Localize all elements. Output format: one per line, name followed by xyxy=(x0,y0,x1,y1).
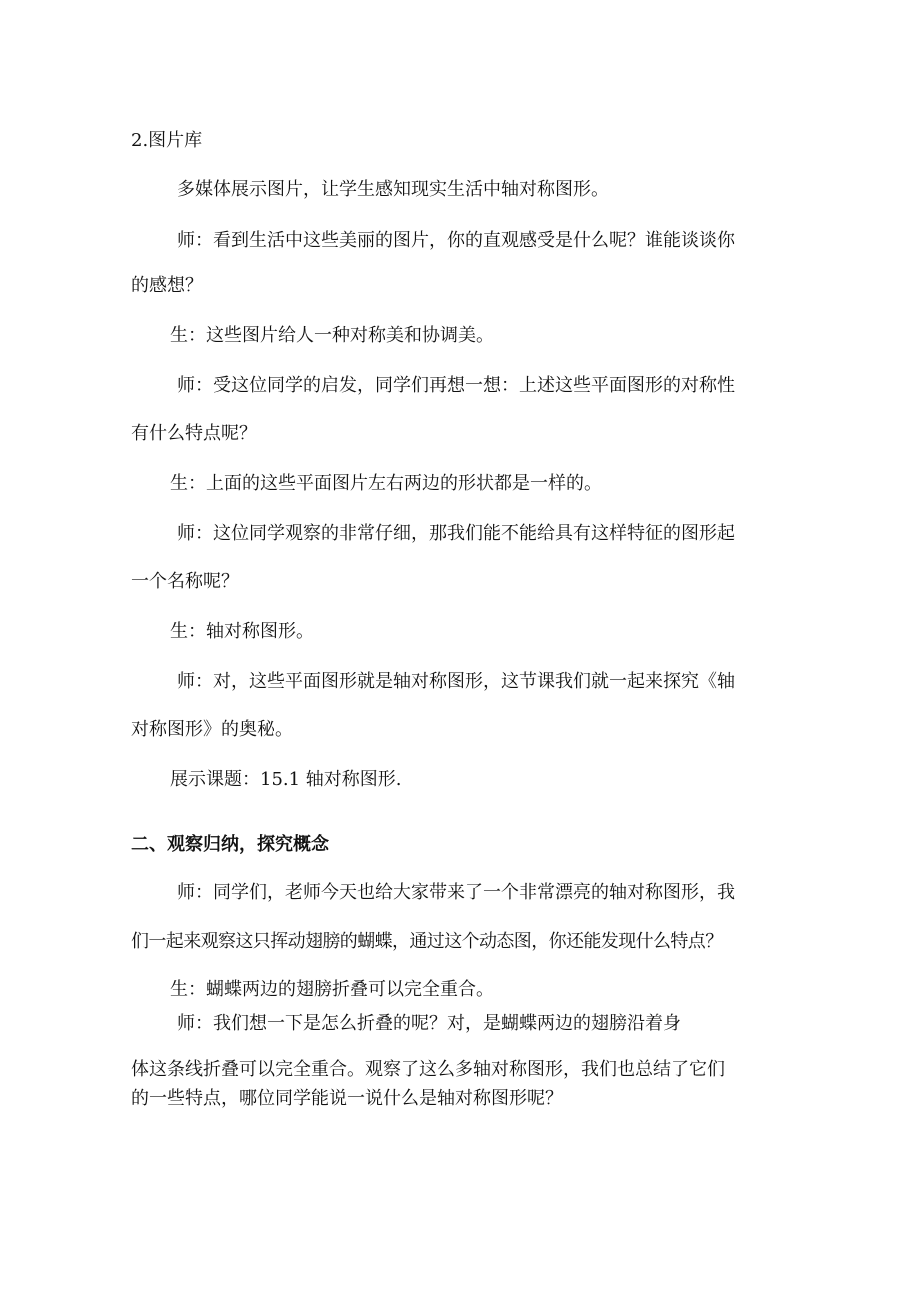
section-heading: 二、观察归纳，探究概念 xyxy=(131,834,329,855)
paragraph-line: 体这条线折叠可以完全重合。观察了这么多轴对称图形，我们也总结了它们 xyxy=(131,1059,725,1080)
paragraph-line: 师：对，这些平面图形就是轴对称图形，这节课我们就一起来探究《轴 xyxy=(177,671,735,692)
paragraph-line: 展示课题：15.1 轴对称图形. xyxy=(170,769,402,790)
paragraph-line: 生：上面的这些平面图片左右两边的形状都是一样的。 xyxy=(170,473,602,494)
paragraph-line: 生：轴对称图形。 xyxy=(170,621,314,642)
paragraph-line: 的一些特点，哪位同学能说一说什么是轴对称图形呢？ xyxy=(131,1088,563,1109)
paragraph-line: 们一起来观察这只挥动翅膀的蝴蝶，通过这个动态图，你还能发现什么特点？ xyxy=(131,931,723,952)
paragraph-line: 对称图形》的奥秘。 xyxy=(131,719,293,740)
paragraph-line: 有什么特点呢？ xyxy=(131,423,257,444)
paragraph-line: 师：受这位同学的启发，同学们再想一想：上述这些平面图形的对称性 xyxy=(177,375,735,396)
paragraph-line: 师：同学们，老师今天也给大家带来了一个非常漂亮的轴对称图形，我 xyxy=(177,882,735,903)
paragraph-line: 师：这位同学观察的非常仔细，那我们能不能给具有这样特征的图形起 xyxy=(177,523,735,544)
section-subheading: 2.图片库 xyxy=(131,130,203,151)
paragraph-line: 师：看到生活中这些美丽的图片，你的直观感受是什么呢？谁能谈谈你 xyxy=(177,230,735,251)
paragraph-line: 生：蝴蝶两边的翅膀折叠可以完全重合。 xyxy=(170,979,494,1000)
paragraph-line: 师：我们想一下是怎么折叠的呢？对，是蝴蝶两边的翅膀沿着身 xyxy=(177,1013,681,1034)
paragraph-line: 多媒体展示图片，让学生感知现实生活中轴对称图形。 xyxy=(177,179,609,200)
paragraph-line: 一个名称呢？ xyxy=(131,571,239,592)
paragraph-line: 的感想？ xyxy=(131,275,203,296)
paragraph-line: 生：这些图片给人一种对称美和协调美。 xyxy=(170,325,494,346)
